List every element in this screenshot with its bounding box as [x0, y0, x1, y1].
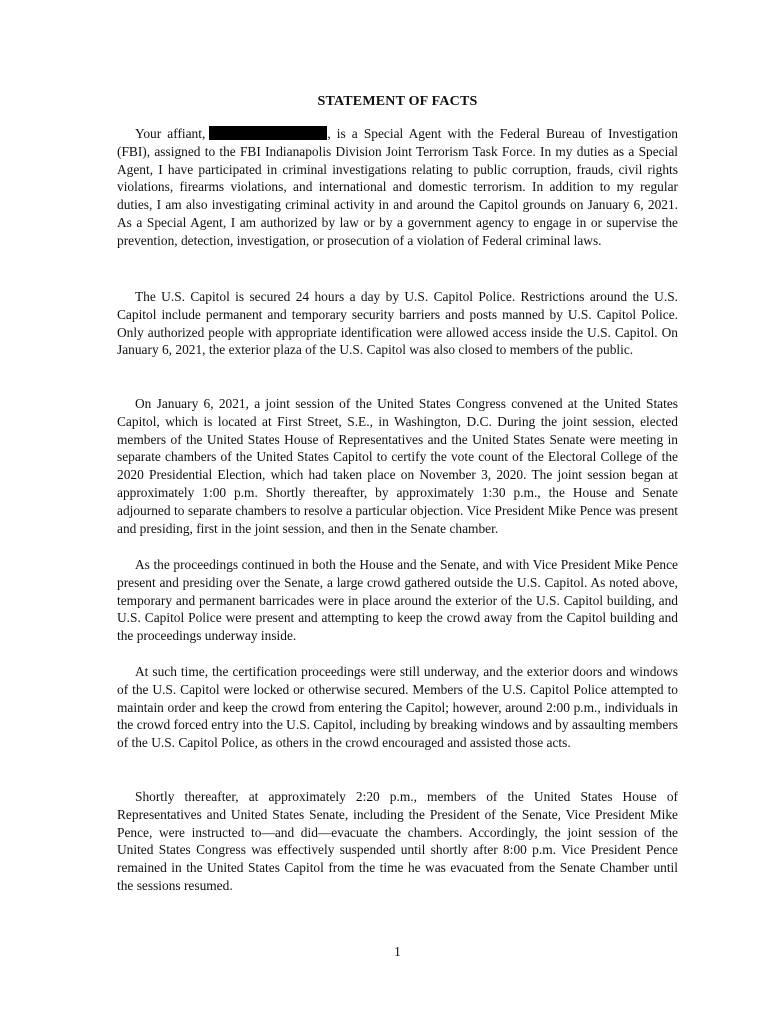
paragraph-crowd-gathered: As the proceedings continued in both the House and the Senate, and with Vice President Mike Pence present and presiding over the Senate, a large crowd gathered outside the U.S. Capitol. As noted above, temporary and permanent barricades were in place around the exterior of the U.S. Capitol building, and U.S. Capitol Police were present and attempting to keep the crowd away from the Capitol building and the proceedings underway inside.	[117, 557, 678, 644]
document-page	[117, 0, 678, 1024]
paragraph-evacuation: Shortly thereafter, at approximately 2:20 p.m., members of the United States House of Representatives and United States Senate, including the President of the Senate, Vice President Mike Pence, were instructed to—and did—evacuate the chambers. Accordingly, the joint session of the United States Congress was effectively suspended until shortly after 8:00 p.m. Vice President Pence remained in the United States Capitol from the time he was evacuated from the Senate Chamber until the sessions resumed.	[117, 789, 678, 893]
paragraph-affiant-body: , is a Special Agent with the Federal Bureau of Investigation (FBI), assigned to the FBI Indianapolis Division Joint Terrorism Task Force. In my duties as a Special Agent, I have participated in criminal investigations relating to public corruption, frauds, civil rights violations, firearms violations, and international and domestic terrorism. In addition to my regular duties, I am also investigating criminal activity in and around the Capitol grounds on January 6, 2021. As a Special Agent, I am authorized by law or by a government agency to engage in or supervise the prevention, detection, investigation, or prosecution of a violation of Federal criminal laws.	[117, 126, 678, 248]
paragraph-forced-entry: At such time, the certification proceedings were still underway, and the exterior doors and windows of the U.S. Capitol were locked or otherwise secured. Members of the U.S. Capitol Police attempted to maintain order and keep the crowd from entering the Capitol; however, around 2:00 p.m., individuals in the crowd forced entry into the U.S. Capitol, including by breaking windows and by assaulting members of the U.S. Capitol Police, as others in the crowd encouraged and assisted those acts.	[117, 664, 678, 751]
document-title: STATEMENT OF FACTS	[317, 94, 478, 109]
paragraph-joint-session: On January 6, 2021, a joint session of the United States Congress convened at the United States Capitol, which is located at First Street, S.E., in Washington, D.C. During the joint session, elected members of the United States House of Representatives and the United States Senate were meeting in separate chambers of the United States Capitol to certify the vote count of the Electoral College of the 2020 Presidential Election, which had taken place on November 3, 2020. The joint session began at approximately 1:00 p.m. Shortly thereafter, by approximately 1:30 p.m., the House and Senate adjourned to separate chambers to resolve a particular objection. Vice President Mike Pence was present and presiding, first in the joint session, and then in the Senate chamber.	[117, 396, 678, 536]
paragraph-capitol-security: The U.S. Capitol is secured 24 hours a day by U.S. Capitol Police. Restrictions around the U.S. Capitol include permanent and temporary security barriers and posts manned by U.S. Capitol Police. Only authorized people with appropriate identification were allowed access inside the U.S. Capitol. On January 6, 2021, the exterior plaza of the U.S. Capitol was also closed to members of the public.	[117, 289, 678, 358]
paragraph-affiant	[117, 125, 678, 250]
paragraph-affiant-lead: Your affiant,	[135, 126, 206, 141]
redacted-name-block	[209, 126, 327, 140]
page-number: 1	[394, 944, 401, 959]
